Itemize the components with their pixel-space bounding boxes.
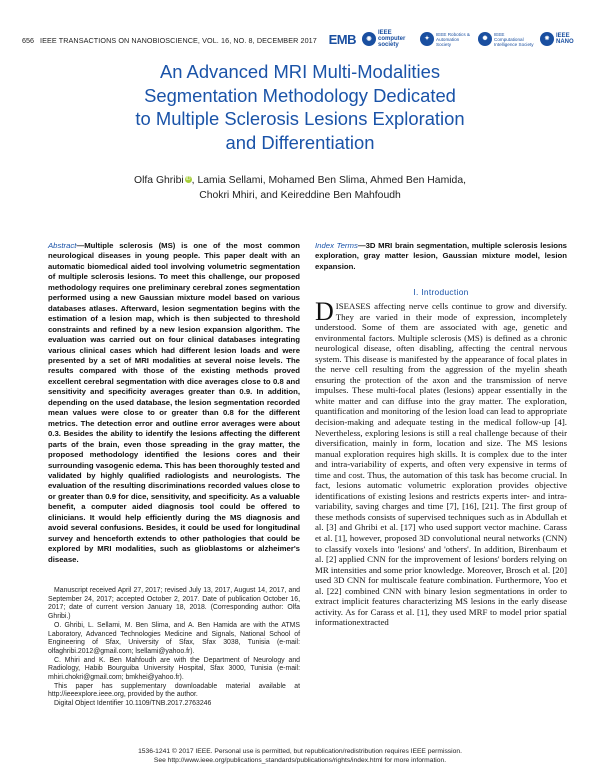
robotics-society-logo: ✦ IEEE Robotics & Automation Society — [420, 32, 472, 47]
drop-cap: D — [315, 297, 334, 326]
footnote-supplementary: This paper has supplementary downloadable material available at http://ieeexplore.ieee.org, provided by the author. — [48, 682, 300, 699]
introduction-body — [315, 297, 567, 628]
abstract — [48, 241, 300, 565]
abstract-label: Abstract — [48, 241, 77, 250]
title-line: Segmentation Methodology Dedicated — [144, 84, 456, 106]
abstract-text: —Multiple sclerosis (MS) is one of the most common neurological diseases in young people. This paper dealt with an automatic biomedical aided tool involving volumetric segmentation of multiple sclerosis lesions. To meet this challenge, our proposed methodology requires one preliminary cerebral zones segmentation performed using a new Gaussian mixture model based on various databases atlases. Afterward, lesion segmentation begins with the estimation of a lesion map, which is then subjected to threshold constraints and refined by a new lesion expansion algorithm. The evaluation was carried out on four clinical databases integrating various clinical cases which had different lesion loads and were presented by a set of MRI modalities at several noise levels. The results compared with those of the existing methods proved excellent cerebral segmentation with dice averages close to 0.8 and sensitivity and specificity averages greater than 0.9. In addition, depending on the used database, the lesion segmentation recorded mean values were close to or greater than 0.8 for the different metrics. The detection error and outline error averages were about 0.3. Besides the ability to identify the lesions affecting the different parts of the brain, even those spreading in the gray matter, the proposed methodology identified the lesions cores and their surrounding vasogenic edema. This has been thoroughly tested and validated by highly qualified radiologists and neurologists. The evaluation of the resulting discriminations recorded values close to or greater than 0.9 for dice, sensitivity, and specificity. As a valuable benefit, a computer aided diagnosis tool could be offered to clinicians. It would help efficiently during the MS diagnosis and avoid several confusions. Besides, it could be used for longitudinal survey and henceforth extends to other pathologies that could be explored by MRI modalities, such as glioblastoms or alzheimer's disease. — [48, 241, 300, 564]
coauthors: , Lamia Sellami, Mohamed Ben Slima, Ahmed Ben Hamida, — [191, 175, 466, 186]
nano-icon: ✸ — [540, 32, 554, 46]
copyright-notice — [40, 748, 560, 765]
paper-title — [40, 60, 560, 154]
footnote — [48, 587, 300, 709]
nano-logo: ✸ IEEE NANO — [540, 32, 578, 46]
index-terms-label: Index Terms — [315, 241, 358, 250]
robotics-society-icon: ✦ — [420, 32, 434, 46]
title-line: and Differentiation — [225, 131, 375, 153]
page-number: 656 — [22, 36, 34, 45]
index-terms-text: —3D MRI brain segmentation, multiple sclerosis lesions exploration, gray matter lesion, Gaussian mixture model, lesion expansion. — [315, 241, 567, 271]
title-line: An Advanced MRI Multi-Modalities — [159, 61, 441, 82]
society-logos — [329, 28, 578, 50]
title-line: to Multiple Sclerosis Lesions Exploration — [135, 108, 465, 129]
journal-name: IEEE TRANSACTIONS ON NANOBIOSCIENCE, VOL. 16, NO. 8, DECEMBER 2017 — [40, 36, 317, 45]
footnote-doi: Digital Object Identifier 10.1109/TNB.2017.2763246 — [54, 700, 212, 708]
first-author: Olfa Ghribi — [134, 175, 184, 186]
cis-logo: ✺ IEEE Computational Intelligence Society — [478, 32, 534, 47]
computer-society-icon: ◉ — [362, 32, 376, 46]
copyright-line: 1536-1241 © 2017 IEEE. Personal use is permitted, but republication/redistribution requires IEEE permission. — [138, 748, 462, 755]
computer-society-logo: ◉ IEEE computer society — [362, 30, 414, 48]
introduction-text: ISEASES affecting nerve cells continue to grow and diversify. They are varied in their mode of expression, incompletely understood. Some of them are associated with age, genetic and environmental factors. Multiple sclerosis (MS) is defined as a chronic neurological disease, often disabling, affecting the central nervous system. This disease is manifested by the appearance of focal plates in the nerve cell resulting from the aggression of the myelin sheath ensuring the protection of the axon and the transmission of nerve impulses. These multi-focal plates (lesions) appear essentially in the white matter and can diffuse into the gray matter. The exploration, quantification and monitoring of the lesion load can lead to appropriate decision-making and adequate testing in the medical follow-up [4]. Nevertheless, exploring lesions is still a real challenge because of their diversification, mainly in form, location and size. The MS lesions manual exploration requires high skills. It is complex due to the inter and intra-variability of experts, and often very expensive in terms of time and cost. Thus, the automation of this task has become crucial. In fact, lesions automatic volumetric exploration provides objective identifications of existing lesions and restricts experts inter- and intra-variability, saving charges and time [7], [16], [21]. The first group of these methods consists of supervised techniques such as in Abdullah et al. [3] and Ghribi et al. [17] who used support vector machine. Carass et al. [1], however, proposed 3D convolutional neural networks (CNN) to classify voxels into 'lesions' and 'others'. In addition, Birenbaum et al. [2] applied CNN for the improvement of lesions' borders relying on MR intensities and some prior knowledge. Moreover, Brosch et al. [20] used 3D CNN for multiscale feature combination. Furthermore, Yoo et al. [22] combined CNN with binary lesion segmentations in order to extract implicit features characterizing MS lesions in the early disease activity. As for Carass et al. [1], they used MRF to model prior spatial informationextracted — [315, 301, 567, 628]
orcid-icon[interactable]: iD — [185, 176, 191, 182]
copyright-link[interactable]: See http://www.ieee.org/publications_standards/publications/rights/index.html for more information. — [153, 756, 447, 764]
author-list — [40, 173, 560, 203]
coauthors-line2: Chokri Mhiri, and Keireddine Ben Mahfoudh — [199, 190, 401, 201]
emb-logo: EMB — [328, 31, 356, 47]
page-header — [22, 28, 578, 50]
cis-icon: ✺ — [478, 32, 492, 46]
footnote-received: Manuscript received April 27, 2017; revised July 13, 2017, August 14, 2017, and September 24, 2017; accepted October 2, 2017. Date of publication October 16, 2017; date of current version January 18, 2018. (Corresponding author: Olfa Ghribi.) — [48, 587, 300, 621]
footnote-affiliation-1: O. Ghribi, L. Sellami, M. Ben Slima, and A. Ben Hamida are with the ATMS Laboratory, Advanced Technologies Medicine and Signals, National School of Engineering of Sfax, University of Sfax, Sfax 3038, Tunisia (e-mail: olfaghribi.2012@gmail.com; lsellami@yahoo.fr). — [48, 621, 300, 655]
footnote-affiliation-2: C. Mhiri and K. Ben Mahfoudh are with the Department of Neurology and Radiology, Habib Bourguiba University Hospital, Sfax 3000, Tunisia (e-mail: mhiri.chokri@gmail.com; bmkhei@yahoo.fr). — [48, 656, 300, 682]
section-heading: I. Introduction — [413, 287, 469, 297]
index-terms — [315, 241, 567, 272]
